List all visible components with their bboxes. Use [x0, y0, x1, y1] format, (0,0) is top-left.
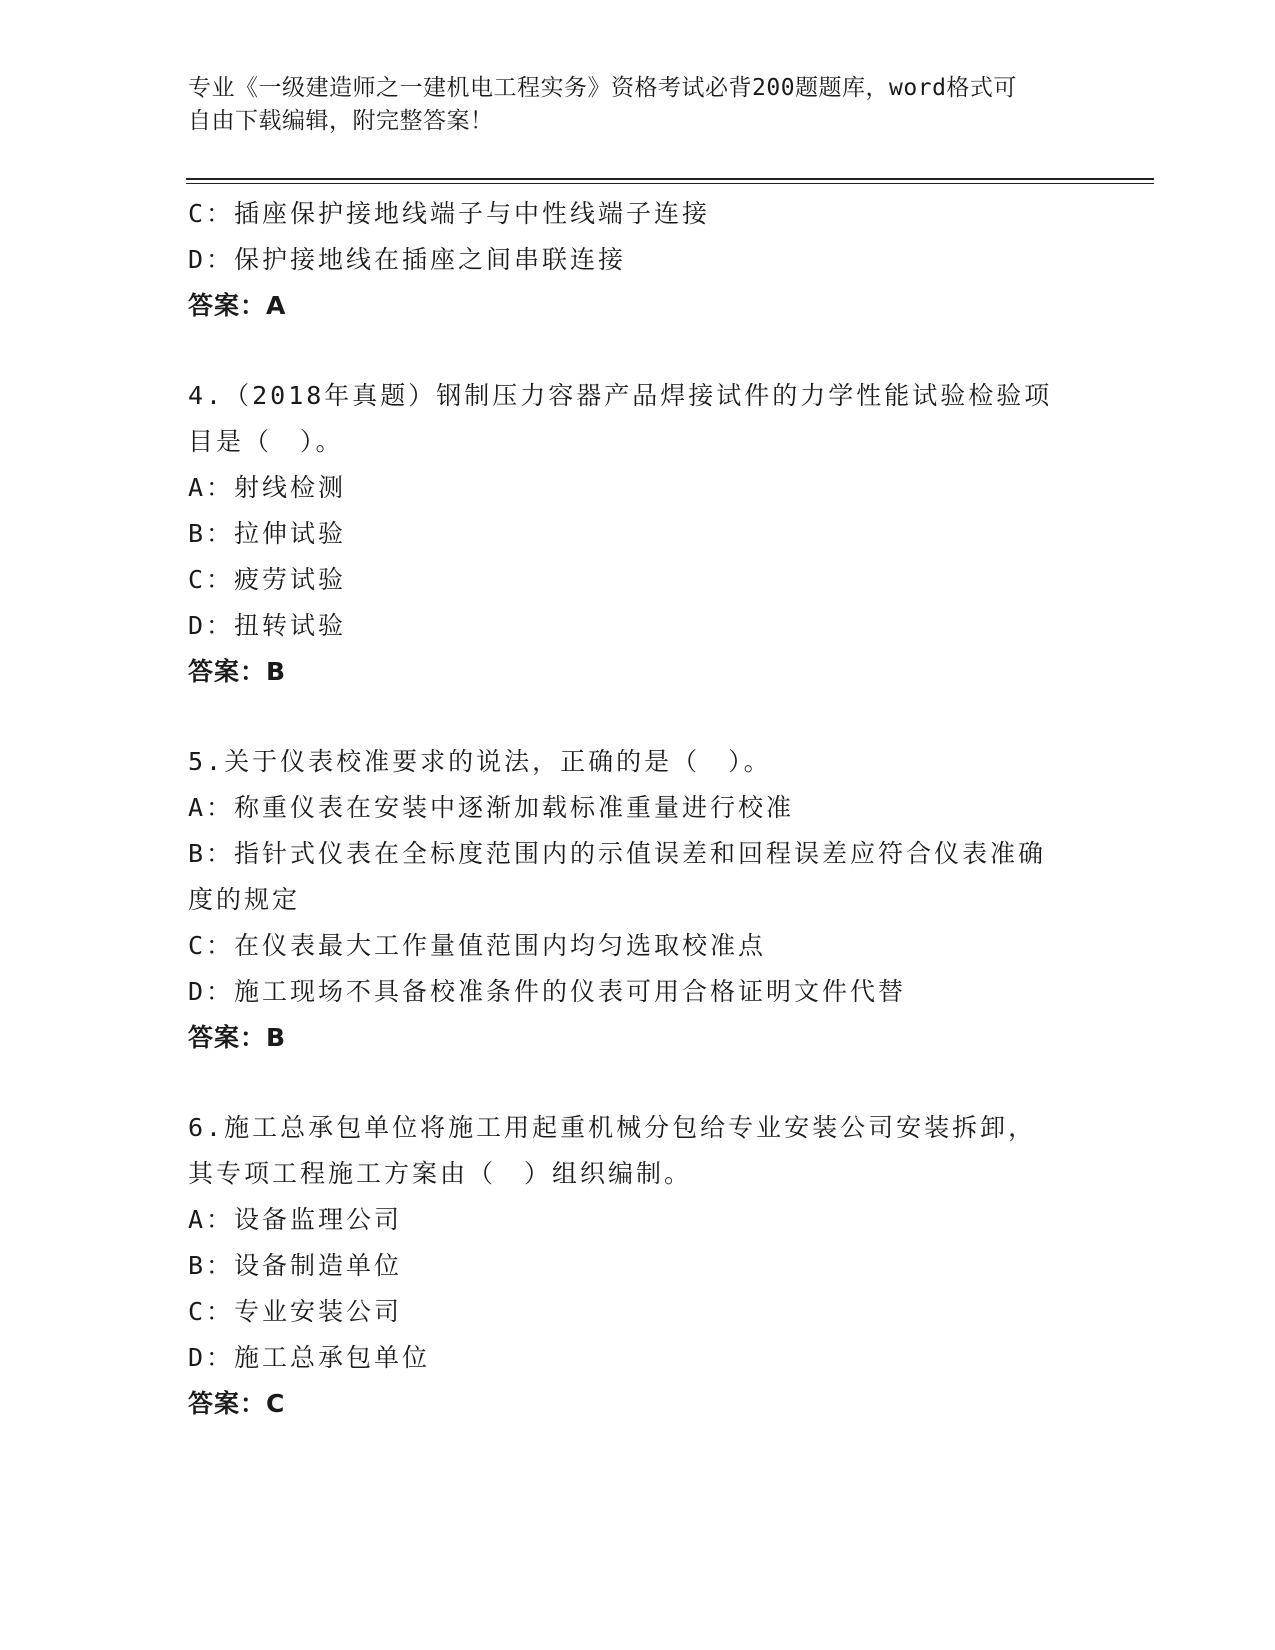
spacer — [188, 1061, 1088, 1105]
q4-stem-line-2: 目是（ ）。 — [188, 427, 344, 456]
q4-option-c: C：疲劳试验 — [188, 565, 347, 594]
q6-stem-line-1: 6.施工总承包单位将施工用起重机械分包给专业安装公司安装拆卸， — [188, 1113, 1037, 1142]
header-divider-thin — [186, 183, 1154, 184]
q4-option-b: B：拉伸试验 — [188, 519, 347, 548]
q4-option-a: A：射线检测 — [188, 473, 347, 502]
question-list — [188, 191, 1088, 1427]
header-line-2: 自由下载编辑，附完整答案！ — [188, 108, 494, 134]
q5-option-b-line-1: B：指针式仪表在全标度范围内的示值误差和回程误差应符合仪表准确 — [188, 839, 1047, 868]
q6-option-c: C：专业安装公司 — [188, 1297, 403, 1326]
q6-stem-line-2: 其专项工程施工方案由（ ）组织编制。 — [188, 1159, 693, 1188]
q4-stem-line-1: 4.（2018年真题）钢制压力容器产品焊接试件的力学性能试验检验项 — [188, 381, 1053, 410]
q5-option-c: C：在仪表最大工作量值范围内均匀选取校准点 — [188, 931, 767, 960]
q5-option-d: D：施工现场不具备校准条件的仪表可用合格证明文件代替 — [188, 977, 907, 1006]
q3-answer: 答案：A — [188, 291, 287, 320]
question-3-tail — [188, 191, 1088, 329]
header-divider-thick — [186, 178, 1154, 180]
question-6 — [188, 1105, 1088, 1427]
q3-option-d: D：保护接地线在插座之间串联连接 — [188, 245, 627, 274]
q3-option-c: C：插座保护接地线端子与中性线端子连接 — [188, 199, 711, 228]
spacer — [188, 695, 1088, 739]
q6-option-d: D：施工总承包单位 — [188, 1343, 431, 1372]
spacer — [188, 329, 1088, 373]
q4-answer: 答案：B — [188, 657, 287, 686]
q6-option-a: A：设备监理公司 — [188, 1205, 403, 1234]
question-4 — [188, 373, 1088, 695]
q5-stem: 5.关于仪表校准要求的说法，正确的是（ ）。 — [188, 747, 772, 776]
question-5 — [188, 739, 1088, 1061]
q6-answer: 答案：C — [188, 1389, 286, 1418]
q4-option-d: D：扭转试验 — [188, 611, 347, 640]
q5-answer: 答案：B — [188, 1023, 287, 1052]
q5-option-a: A：称重仪表在安装中逐渐加载标准重量进行校准 — [188, 793, 795, 822]
document-header — [188, 72, 1088, 138]
header-line-1: 专业《一级建造师之一建机电工程实务》资格考试必背200题题库，word格式可 — [188, 75, 1017, 101]
q6-option-b: B：设备制造单位 — [188, 1251, 403, 1280]
q5-option-b-line-2: 度的规定 — [188, 885, 301, 914]
